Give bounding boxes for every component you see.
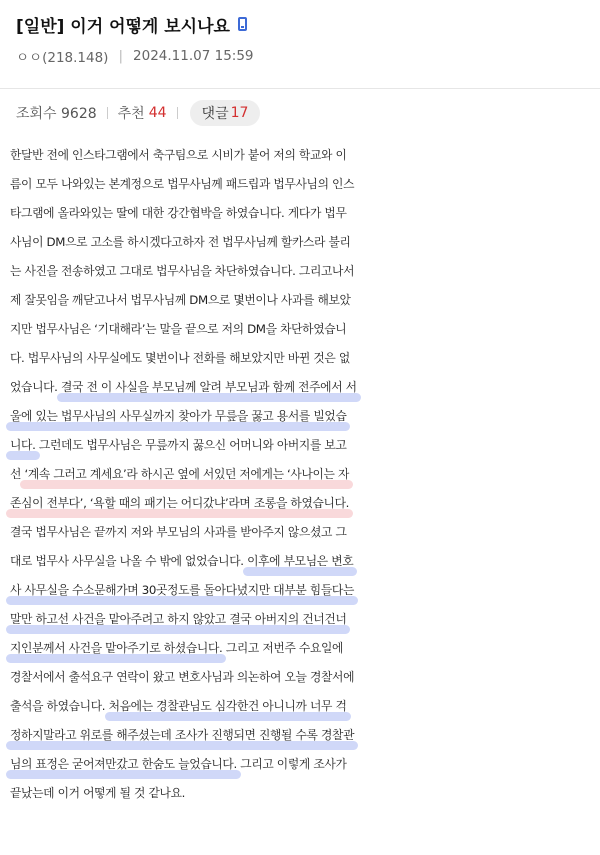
body-line: 사님이 DM으로 고소를 하시겠다고하자 전 법무사님께 할카스라 불리: [10, 235, 351, 249]
body-line: [10, 605, 595, 634]
post-stats: [16, 100, 260, 126]
header-divider: [0, 88, 600, 89]
body-line: 니다. 그런데도 법무사님은 무릎까지 꿇으신 어머니와 아버지를 보고: [10, 438, 347, 452]
author[interactable]: ㅇㅇ(218.148): [16, 50, 109, 66]
body-line: 지만 법무사님은 ‘기대해라’는 말을 끝으로 저의 DM을 차단하였습니: [10, 322, 347, 336]
highlighted-text: 님의 표정은 굳어져만갔고 한숨도 늘었습니다.: [10, 757, 237, 771]
body-line: 경찰서에서 출석요구 연락이 왔고 변호사님과 의논하여 오늘 경찰서에: [10, 670, 355, 684]
highlighted-text: 이후에 부모님은 변호: [247, 554, 354, 568]
body-line: 결국 법무사님은 끝까지 저와 부모님의 사과를 받아주지 않으셨고 그: [10, 525, 347, 539]
body-line: 제 잘못임을 깨닫고나서 법무사님께 DM으로 몇번이나 사과를 해보았: [10, 293, 351, 307]
stats-separator: [177, 107, 178, 119]
highlighted-text: 말만 하고선 사건을 맡아주려고 하지 않았고 결국 아버지의 건너건너: [10, 612, 347, 626]
highlighted-text: 결국 전 이 사실을 부모님께 알려 부모님과 함께 전주에서 서: [60, 380, 357, 394]
body-line: 한달반 전에 인스타그램에서 축구팀으로 시비가 붙어 저의 학교와 이: [10, 148, 347, 162]
body-line: 다. 법무사님의 사무실에도 몇번이나 전화를 해보았지만 바뀐 것은 없: [10, 351, 350, 365]
comment-button[interactable]: [190, 100, 261, 126]
highlighted-text: 니다.: [10, 438, 36, 452]
meta-separator: |: [118, 48, 124, 64]
comment-count: 17: [230, 105, 249, 121]
body-line: 타그램에 올라와있는 딸에 대한 강간협박을 하였습니다. 게다가 법무: [10, 206, 347, 220]
post-title-row: [16, 10, 584, 38]
highlighted-text: 지인분께서 사건을 맡아주기로 하셨습니다.: [10, 641, 223, 655]
body-line: 었습니다. 결국 전 이 사실을 부모님께 알려 부모님과 함께 전주에서 서: [10, 380, 357, 394]
recommend-count: 44: [148, 105, 167, 121]
body-line: [10, 576, 595, 605]
view-count: 조회수 9628: [16, 106, 97, 122]
highlighted-text: 처음에는 경찰관님도 심각한건 아니니까 너무 걱: [108, 699, 347, 713]
post-body: [10, 141, 595, 808]
highlighted-text: 사 사무실을 수소문해가며 30곳정도를 돌아다녔지만 대부분 힘들다는: [10, 583, 354, 597]
highlighted-text: 존심이 전부다’, ‘욕할 때의 패기는 어디갔냐’라며 조롱을 하였습니다.: [10, 496, 350, 510]
body-line: 는 사진을 전송하였고 그대로 법무사님을 차단하였습니다. 그리고나서: [10, 264, 355, 278]
body-line: [10, 402, 595, 431]
comment-label: 댓글: [201, 106, 229, 122]
body-line: 대로 법무사 사무실을 나올 수 밖에 없었습니다. 이후에 부모님은 변호: [10, 554, 354, 568]
body-line: 선 ‘계속 그러고 계세요’라 하시곤 옆에 서있던 저에게는 ‘사나이는 자: [10, 467, 350, 481]
body-line: 름이 모두 나와있는 본계정으로 법무사님께 패드립과 법무사님의 인스: [10, 177, 355, 191]
body-line: [10, 489, 595, 518]
body-line: 출석을 하였습니다. 처음에는 경찰관님도 심각한건 아니니까 너무 걱: [10, 699, 347, 713]
body-line: [10, 721, 595, 750]
highlighted-text: 정하지말라고 위로를 해주셨는데 조사가 진행되면 진행될 수록 경찰관: [10, 728, 355, 742]
body-line: 님의 표정은 굳어져만갔고 한숨도 늘었습니다. 그리고 이렇게 조사가: [10, 757, 347, 771]
body-line: 끝났는데 이거 어떻게 될 것 같나요.: [10, 786, 186, 800]
post-header: [0, 0, 600, 68]
highlighted-text: ‘계속 그러고 계세요’라 하시곤 옆에 서있던 저에게는 ‘사나이는 자: [24, 467, 350, 481]
post-meta: [16, 44, 584, 68]
post-title: [일반] 이거 어떻게 보시나요: [16, 16, 230, 37]
stats-separator: [107, 107, 108, 119]
body-line: 지인분께서 사건을 맡아주기로 하셨습니다. 그리고 저번주 수요일에: [10, 641, 344, 655]
post-datetime: 2024.11.07 15:59: [133, 48, 254, 64]
highlighted-text: 울에 있는 법무사님의 사무실까지 찾아가 무릎을 꿇고 용서를 빌었습: [10, 409, 347, 423]
mobile-icon: [238, 17, 247, 31]
recommend-label: 추천: [117, 106, 145, 122]
